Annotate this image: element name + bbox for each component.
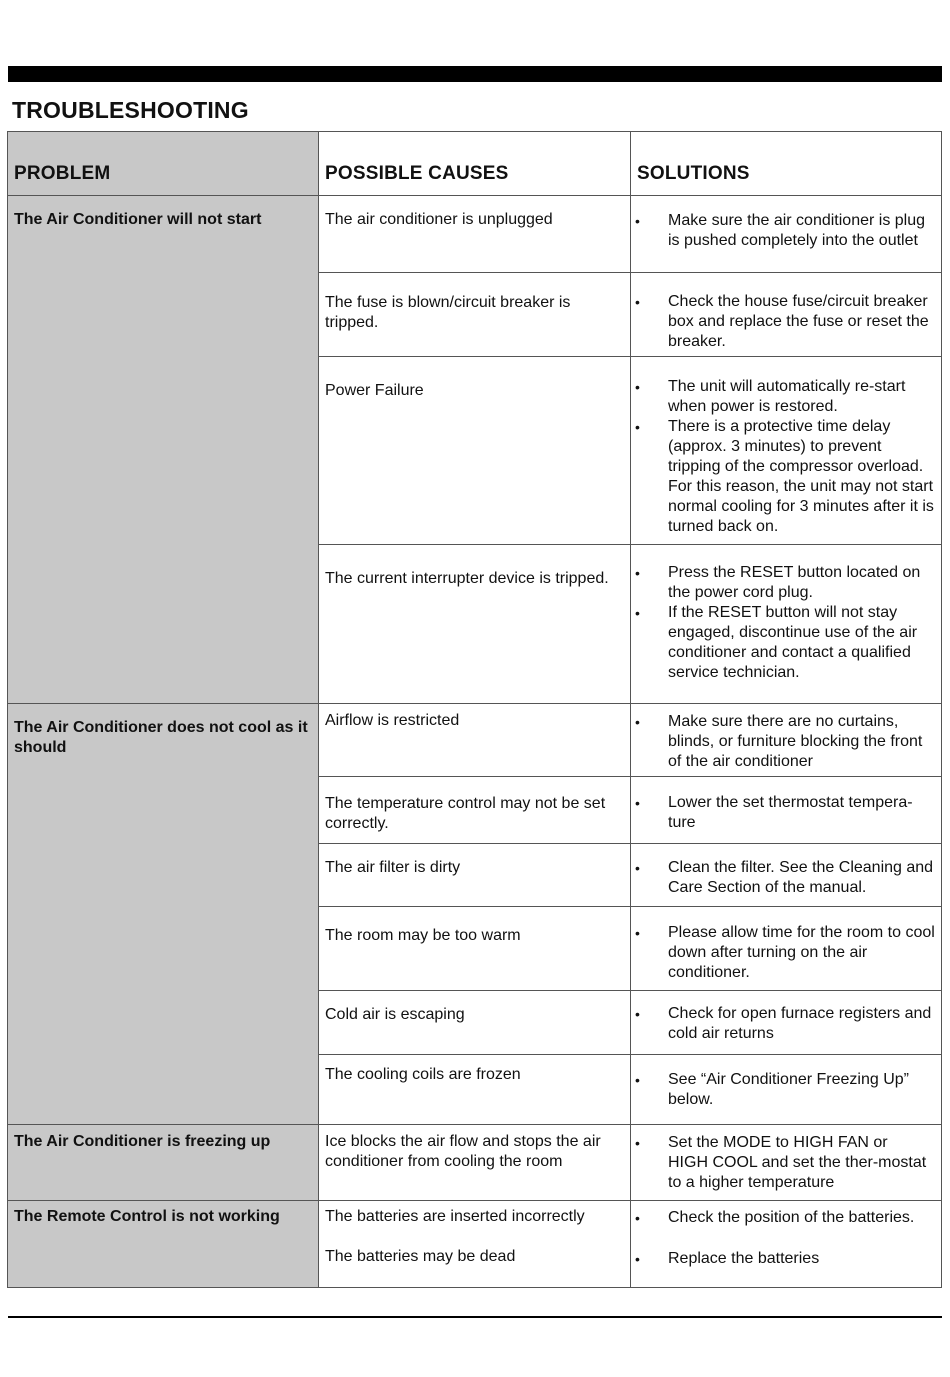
solution-list — [631, 793, 936, 833]
solution-item — [631, 793, 936, 833]
solution-item — [631, 211, 935, 251]
cause-cell — [318, 990, 631, 1055]
top-bar — [8, 66, 942, 82]
solution-text: Clean the filter. See the Cleaning and Care Section of the manual. — [668, 859, 934, 896]
solution-item — [631, 377, 936, 417]
cause-cell — [318, 1200, 631, 1288]
troubleshooting-table — [7, 131, 942, 1288]
solution-text: There is a protective time delay (approx. 3 minutes) to prevent tripping of the compressor overload. For this reason, the unit may not start normal cooling for 3 minutes after it is turned back on. — [668, 418, 934, 535]
problem-cell — [7, 1200, 319, 1288]
cause-text: Power Failure — [325, 382, 424, 399]
solution-text: Check for open furnace registers and cold air returns — [668, 1005, 932, 1042]
solution-cell — [630, 703, 942, 777]
cause-text: The batteries may be dead — [325, 1248, 516, 1265]
solution-cell — [630, 272, 942, 357]
header-cell-causes — [318, 131, 631, 196]
solution-cell — [630, 906, 942, 991]
solution-item — [631, 417, 936, 537]
solution-list — [631, 923, 936, 983]
solution-cell — [630, 1124, 942, 1201]
solution-cell — [630, 1200, 942, 1288]
cause-text: Ice blocks the air flow and stops the air conditioner from cooling the room — [325, 1133, 601, 1170]
solution-text: Replace the batteries — [668, 1250, 820, 1267]
solution-list — [631, 292, 931, 352]
problem-cell — [7, 1124, 319, 1201]
solution-cell — [630, 843, 942, 907]
bullet-icon: • — [635, 1072, 640, 1088]
bullet-icon: • — [635, 860, 640, 876]
solution-list — [631, 1208, 936, 1228]
problem-text: The Remote Control is not working — [14, 1208, 280, 1225]
solution-text: If the RESET button will not stay engaged, discontinue use of the air conditioner and contact a qualified service technician. — [668, 604, 918, 681]
solution-item — [631, 1208, 936, 1228]
cause-cell — [318, 1124, 631, 1201]
bullet-icon: • — [635, 605, 640, 621]
cause-cell — [318, 195, 631, 273]
cause-cell — [318, 776, 631, 844]
bullet-icon: • — [635, 925, 640, 941]
problem-cell — [7, 195, 319, 704]
bottom-rule — [8, 1316, 942, 1318]
solution-item — [631, 923, 936, 983]
solution-text: Press the RESET button located on the power cord plug. — [668, 564, 921, 601]
solution-list — [631, 211, 935, 251]
header-problem: PROBLEM — [14, 163, 111, 184]
solution-item — [631, 1004, 936, 1044]
bullet-icon: • — [635, 1135, 640, 1151]
solution-list — [631, 712, 936, 772]
solution-text: Check the house fuse/circuit breaker box and replace the fuse or reset the breaker. — [668, 293, 929, 350]
solution-list — [631, 1133, 931, 1193]
solution-text: Lower the set thermostat tempera-ture — [668, 794, 913, 831]
page-title: TROUBLESHOOTING — [12, 97, 249, 123]
cause-text: The fuse is blown/circuit breaker is tripped. — [325, 294, 571, 331]
solution-list — [631, 1249, 936, 1269]
cause-text: The room may be too warm — [325, 927, 521, 944]
solution-list — [631, 1004, 936, 1044]
solution-item — [631, 603, 931, 683]
bullet-icon: • — [635, 795, 640, 811]
solution-list — [631, 1070, 936, 1110]
cause-text: The batteries are inserted incorrectly — [325, 1208, 585, 1225]
bullet-icon: • — [635, 1006, 640, 1022]
solution-text: The unit will automatically re-start when power is restored. — [668, 378, 906, 415]
solution-text: See “Air Conditioner Freezing Up” below. — [668, 1071, 909, 1108]
bullet-icon: • — [635, 213, 640, 229]
cause-cell — [318, 906, 631, 991]
cause-text: The cooling coils are frozen — [325, 1066, 521, 1083]
solution-list — [631, 858, 936, 898]
cause-text: The air conditioner is unplugged — [325, 211, 553, 228]
solution-cell — [630, 776, 942, 844]
cause-cell — [318, 272, 631, 357]
problem-text: The Air Conditioner will not start — [14, 211, 262, 228]
solution-list — [631, 563, 931, 683]
solution-text: Check the position of the batteries. — [668, 1209, 915, 1226]
header-solutions: SOLUTIONS — [637, 163, 750, 184]
problem-text: The Air Conditioner does not cool as it should — [14, 719, 308, 756]
solution-item — [631, 1249, 936, 1269]
bullet-icon: • — [635, 1210, 640, 1226]
cause-cell — [318, 703, 631, 777]
problem-cell — [7, 703, 319, 1125]
solution-item — [631, 858, 936, 898]
solution-cell — [630, 195, 942, 273]
solution-item — [631, 1133, 931, 1193]
solution-cell — [630, 356, 942, 545]
cause-cell — [318, 1054, 631, 1125]
cause-cell — [318, 544, 631, 704]
solution-cell — [630, 544, 942, 704]
solution-cell — [630, 1054, 942, 1125]
cause-text: The current interrupter device is tripped. — [325, 570, 609, 587]
cause-text: The air filter is dirty — [325, 859, 461, 876]
solution-text: Make sure the air conditioner is plug is pushed completely into the outlet — [668, 212, 926, 249]
solution-item — [631, 712, 936, 772]
bullet-icon: • — [635, 565, 640, 581]
header-causes: POSSIBLE CAUSES — [325, 163, 509, 184]
bullet-icon: • — [635, 714, 640, 730]
solution-text: Set the MODE to HIGH FAN or HIGH COOL and set the ther-mostat to a higher temperature — [668, 1134, 927, 1191]
header-cell-problem — [7, 131, 319, 196]
bullet-icon: • — [635, 294, 640, 310]
header-cell-solutions — [630, 131, 942, 196]
bullet-icon: • — [635, 1251, 640, 1267]
cause-cell — [318, 356, 631, 545]
bullet-icon: • — [635, 379, 640, 395]
solution-cell — [630, 990, 942, 1055]
solution-item — [631, 1070, 936, 1110]
cause-text: Airflow is restricted — [325, 712, 460, 729]
solution-item — [631, 563, 931, 603]
bullet-icon: • — [635, 419, 640, 435]
problem-text: The Air Conditioner is freezing up — [14, 1133, 271, 1150]
solution-item — [631, 292, 931, 352]
cause-text: Cold air is escaping — [325, 1006, 465, 1023]
solution-text: Make sure there are no curtains, blinds, or furniture blocking the front of the air conditioner — [668, 713, 923, 770]
solution-list — [631, 377, 936, 537]
cause-cell — [318, 843, 631, 907]
solution-text: Please allow time for the room to cool down after turning on the air conditioner. — [668, 924, 935, 981]
cause-text: The temperature control may not be set correctly. — [325, 795, 606, 832]
